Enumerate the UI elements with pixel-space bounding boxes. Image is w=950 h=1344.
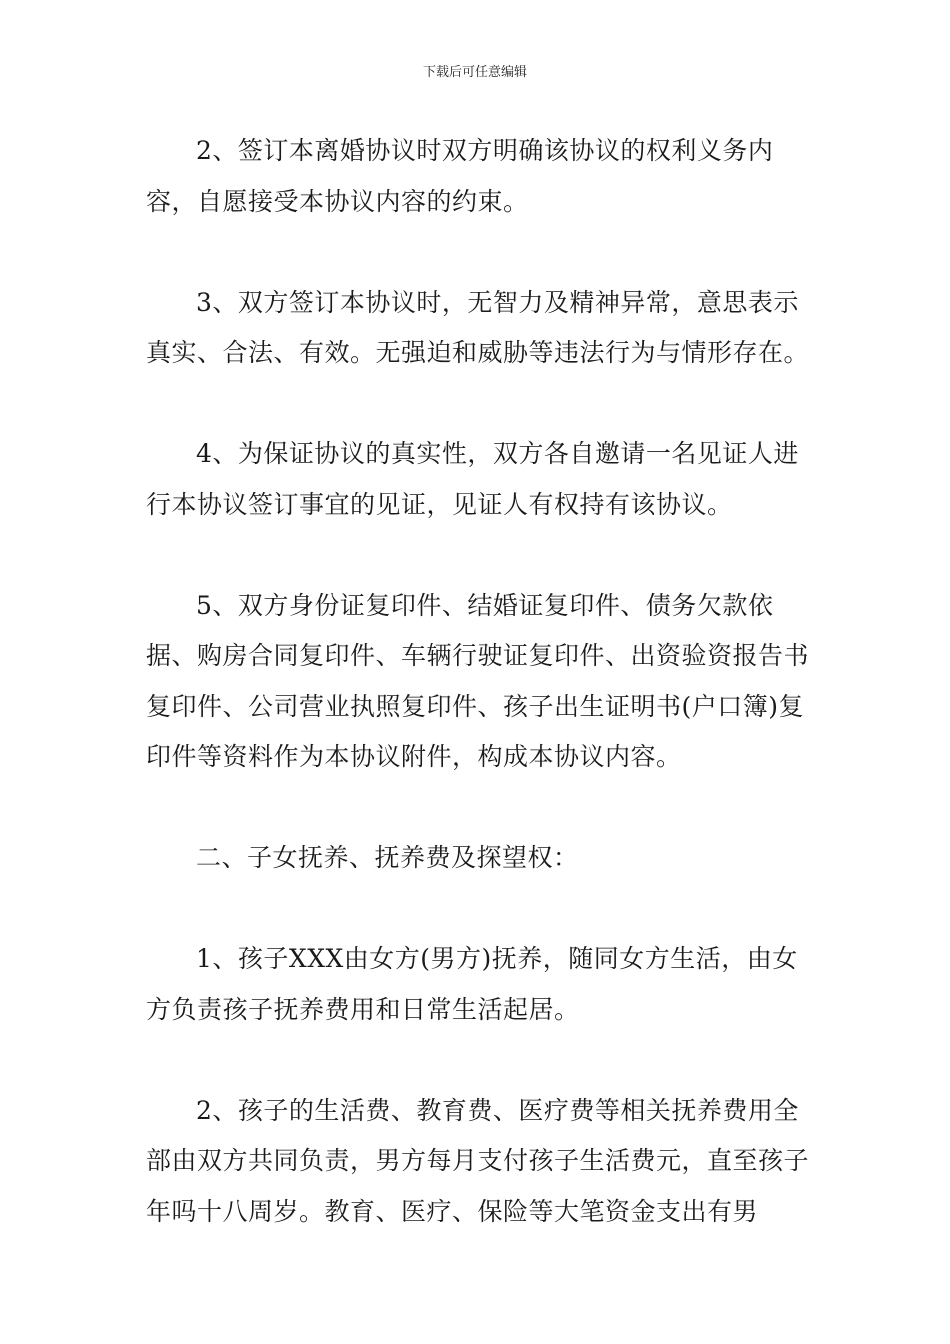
- section-heading-child-custody: 二、子女抚养、抚养费及探望权：: [196, 843, 579, 872]
- paragraph-custody-clause-2: 2、孩子的生活费、教育费、医疗费等相关抚养费用全部由双方共同负责，男方每月支付孩子生活费元，直至孩子年吗十八周岁。教育、医疗、保险等大笔资金支出有男: [146, 1095, 810, 1226]
- paragraph-clause-5-attachments: 5、双方身份证复印件、结婚证复印件、债务欠款依据、购房合同复印件、车辆行驶证复印件、出资验资报告书复印件、公司营业执照复印件、孩子出生证明书(户口簿)复印件等资料作为本协议附件，构成本协议内容。: [146, 590, 810, 771]
- paragraph-clause-4-witness: 4、为保证协议的真实性，双方各自邀请一名见证人进行本协议签订事宜的见证，见证人有权持有该协议。: [146, 439, 799, 519]
- paragraph-clause-3-capacity: 3、双方签订本协议时，无智力及精神异常，意思表示真实、合法、有效。无强迫和威胁等违法行为与情形存在。: [146, 287, 810, 367]
- document-body: [146, 126, 814, 1237]
- paragraph-clause-2-confirmation: 2、签订本离婚协议时双方明确该协议的权利义务内容，自愿接受本协议内容的约束。: [146, 136, 774, 216]
- paragraph-custody-clause-1: 1、孩子XXX由女方(男方)抚养，随同女方生活，由女方负责孩子抚养费用和日常生活起居。: [146, 944, 798, 1024]
- page-header-note: 下载后可任意编辑: [422, 65, 527, 80]
